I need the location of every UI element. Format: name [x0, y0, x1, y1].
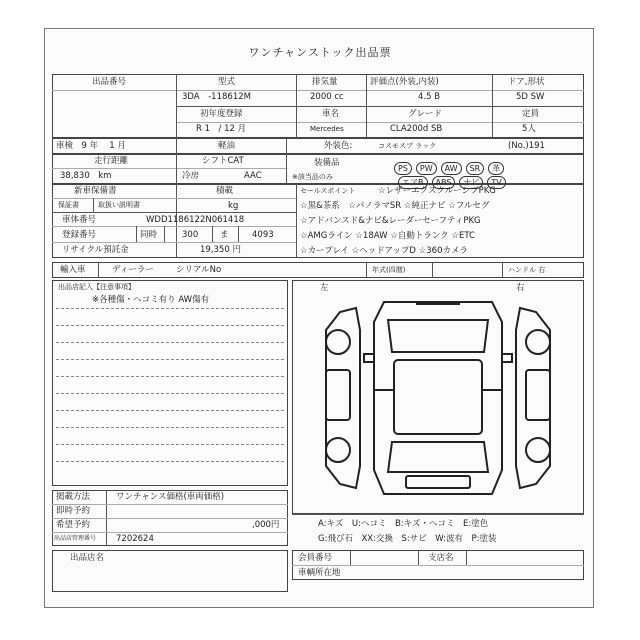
left-side-label: 左 [320, 283, 329, 293]
lot-no-label: 出品番号 [92, 77, 127, 87]
displacement-label: 排気量 [312, 77, 338, 87]
branch-label: 支店名 [428, 553, 454, 563]
vin: WDD1186122N061418 [146, 215, 245, 225]
first-reg-label: 初年度登録 [200, 109, 243, 119]
sales-point-1: ☆レザーエクスクルーシブPKG [378, 186, 496, 196]
door: 5D SW [516, 92, 545, 102]
model-code: 3DA -118612M [182, 92, 251, 102]
equipment-note: ※該当品のみ [292, 173, 333, 181]
mileage: 38,830 km [60, 171, 112, 181]
desire-label: 希望予約 [56, 520, 91, 530]
record-label: 保証書 [58, 201, 79, 209]
serial-label: シリアルNo [176, 265, 222, 275]
legend-line-1: A:キズ U:ヘコミ B:キズ・ヘコミ E:塗色 [318, 519, 489, 529]
sales-point-3: ☆アドバンスド&ナビ&レーダーセーフティPKG [300, 216, 481, 226]
dealer-import: ディーラー [112, 265, 154, 275]
load-unit: kg [228, 201, 239, 211]
shift-type: シフトCAT [202, 156, 244, 166]
displacement: 2000 cc [310, 92, 344, 102]
sales-point-5: ☆カープレイ ☆ヘッドアップD ☆360カメラ [300, 246, 468, 256]
cert-num-1: 300 [182, 230, 199, 240]
year-label: 年式(四暦) [372, 266, 406, 274]
cert-num-2: 4093 [252, 230, 274, 240]
car-damage-diagram [296, 290, 580, 506]
sales-point-4: ☆AMGライン ☆18AW ☆自動トランク ☆ETC [300, 231, 475, 241]
fuel-type: 軽油 [218, 141, 236, 151]
equipment-item-4: 革 [488, 162, 504, 175]
equipment-item-1: PW [416, 162, 437, 175]
equipment-label: 装備品 [314, 158, 340, 168]
rating: 4.5 B [418, 92, 441, 102]
model-code-label: 型式 [218, 77, 236, 87]
grade-label: グレード [408, 109, 443, 119]
equipment-item-2: AW [441, 162, 462, 175]
load-label: 積載 [216, 186, 234, 196]
equipment-item-b-0: エアB [398, 176, 428, 189]
member-no-label: 会員番号 [298, 553, 333, 563]
recycle-fee: 19,350 円 [200, 245, 241, 255]
equipment-item-3: SR [466, 162, 485, 175]
vin-label: 車体番号 [62, 215, 97, 225]
method-value: ワンチャンス価格(車両価格) [116, 492, 225, 502]
capacity-label: 定員 [522, 109, 540, 119]
legend-line-2: G:飛び石 XX:交換 S:サビ W:波有 P:塗装 [318, 534, 497, 544]
right-side-label: 右 [516, 283, 525, 293]
notes-box [52, 280, 288, 486]
rating-label: 評価点(外装,内装) [370, 77, 439, 87]
first-reg: R 1 / 12 月 [196, 124, 247, 134]
delivery-label: 車輌所在地 [298, 568, 341, 578]
start-label: 即時予約 [56, 506, 91, 516]
recycle-label: リサイクル預託金 [62, 245, 129, 255]
cert-label: 登録番号 [62, 230, 97, 240]
color-number: (No.)191 [508, 141, 545, 151]
handle: ハンドル 右 [508, 266, 546, 274]
record-book: 取扱い説明書 [98, 201, 140, 209]
ac-label: 冷房 [182, 171, 200, 181]
store-no-label: 出品店管理番号 [54, 535, 97, 542]
door-label: ドア,形状 [508, 77, 545, 87]
new-warranty-label: 新車保備書 [74, 186, 117, 196]
equipment-item-0: PS [394, 162, 412, 175]
method-label: 掲載方法 [56, 492, 91, 502]
ac-type: AAC [244, 171, 262, 181]
equipment-item-b-1: ABS [432, 176, 456, 189]
color-value: コスモスブ ラック [378, 142, 437, 150]
notes-line-1: ※各種傷・ヘコミ有り AW傷有 [92, 295, 210, 305]
equipment-item-b-2: ナビ [459, 176, 483, 189]
maker-label: 車名 [322, 109, 340, 119]
notes-label: 出品店記入【注意事項】 [58, 283, 135, 291]
desire-value: ,000円 [252, 520, 280, 530]
mileage-label: 走行距離 [94, 156, 129, 166]
equipment-item-b-3: TV [487, 176, 505, 189]
store-no: 7202624 [116, 534, 154, 544]
cert-mark: ま [220, 230, 229, 240]
capacity: 5人 [522, 124, 536, 134]
sales-point-2: ☆黒&茶系 ☆パノラマSR ☆純正ナビ ☆フルセグ [300, 201, 490, 211]
import-label: 輸入車 [60, 265, 86, 275]
grade: CLA200d SB [390, 124, 443, 134]
form-title: ワンチャンストック出品票 [248, 46, 392, 59]
maker: Mercedes [310, 125, 344, 133]
cert-sub: 同時 [140, 230, 158, 240]
color-label: 外装色: [324, 141, 353, 151]
store-name-label: 出品店名 [70, 553, 105, 563]
sales-point-label: セールスポイント [300, 187, 356, 195]
inspection-date: 車検 9 年 1 月 [56, 141, 126, 151]
inspection-row [52, 138, 584, 154]
